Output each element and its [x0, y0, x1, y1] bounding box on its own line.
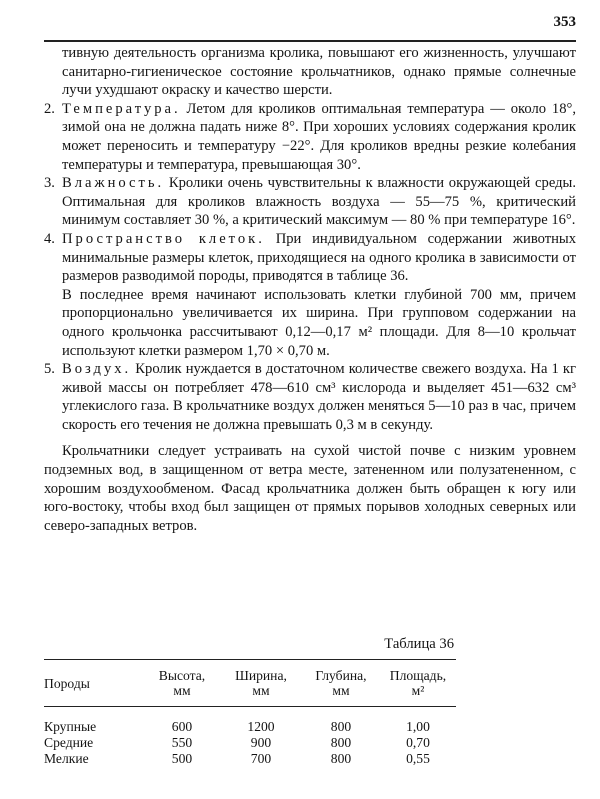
table-row: [44, 751, 456, 767]
item-number: 2.: [44, 100, 55, 117]
item-text: [62, 360, 576, 434]
page-number: 353: [553, 14, 576, 30]
item-term: Воздух.: [62, 361, 132, 378]
list-item: [44, 100, 576, 174]
list-item: [44, 174, 576, 230]
item-term: Влажность.: [62, 175, 165, 192]
table-header-cell: Ширина, мм: [235, 668, 287, 698]
item-description: Летом для кроликов оптимальная температура — около 18°, зимой она не должна падать ниже 8°. При хороших условиях содержания кролик может переносить и температуру −22°. Для кроликов вредны резкие колебания температуры и температура, превышающая 30°.: [62, 100, 576, 173]
table-header-row: [44, 660, 456, 706]
item-text: [62, 100, 576, 174]
item-number: 3.: [44, 175, 55, 192]
table-cell: Средние: [44, 735, 94, 750]
table-cell: 800: [330, 719, 352, 734]
table-row: [44, 719, 456, 735]
table-cell: 600: [171, 719, 193, 734]
item-term: Температура.: [62, 100, 181, 117]
table-header-cell: Высота, мм: [158, 668, 206, 698]
table-cell: Мелкие: [44, 751, 89, 766]
lead-paragraph: тивную деятельность организма кролика, повышают его жизненность, улучшают санитарно-гигиеническое состояние крольчатников, однако прямые солнечные лучи ухудшают окраску и качество шерсти.: [62, 45, 576, 99]
table-row: [44, 735, 456, 751]
closing-paragraph: Крольчатники следует устраивать на сухой чистой почве с низким уровнем подземных вод, в защищенном от ветра месте, затененном или полузатененном, с хорошим воздухообменом. Фасад крольчатника должен быть обращен к югу или юго-востоку, чтобы вход был защищен от прямых порывов холодных северных или северо-западных ветров.: [44, 443, 576, 534]
list-item: [44, 360, 576, 434]
item-text: [62, 230, 576, 286]
item-extra-paragraph: В последнее время начинают использовать клетки глубиной 700 мм, причем пропорционально увеличивается их ширина. При групповом содержании на одного крольчонка рассчитывают 0,12—0,17 м² площади. Для 8—10 крольчат используют клетки размером 1,70 × 0,70 м.: [62, 286, 576, 359]
header-rule: [44, 40, 576, 42]
item-number: 4.: [44, 230, 55, 247]
table-header-cell: Площадь, м²: [389, 668, 447, 698]
item-term: Пространство клеток.: [62, 230, 265, 247]
table-cell: 0,70: [406, 735, 430, 750]
data-table: [44, 659, 456, 767]
page-body: [44, 44, 576, 535]
table-cell: 800: [330, 735, 352, 750]
table-cell: Крупные: [44, 719, 97, 734]
item-description: Кролики очень чувствительны к влажности окружающей среды. Оптимальная для кроликов влажность воздуха — 55—75 %, критический минимум составляет 30 %, а критический максимум — 80 % при температуре 16°.: [62, 175, 576, 229]
table-cell: 1,00: [406, 719, 430, 734]
item-description: Кролик нуждается в достаточном количестве свежего воздуха. На 1 кг живой массы он потребляет 478—610 см³ кислорода и выделяет 451—632 см³ углекислого газа. В крольчатнике воздух должен меняться 5—10 раз в час, причем скорость его течения не должна превышать 0,3 м в секунду.: [62, 361, 576, 433]
table-cell: 900: [250, 735, 272, 750]
item-text: [62, 174, 576, 230]
table-cell: 500: [171, 751, 193, 766]
table-caption: Таблица 36: [384, 636, 454, 652]
table-cell: 550: [171, 735, 193, 750]
table-cell: 700: [250, 751, 272, 766]
table-cell: 0,55: [406, 751, 430, 766]
table-header-cell: Глубина, мм: [315, 668, 367, 698]
item-number: 5.: [44, 361, 55, 378]
table-body: [44, 707, 456, 767]
table-cell: 800: [330, 751, 352, 766]
table-cell: 1200: [247, 719, 275, 734]
item-description: При индивидуальном содержании животных минимальные размеры клеток, приходящиеся на одного кролика в зависимости от размеров разводимой породы, приводятся в таблице 36.: [62, 230, 577, 285]
list-item: [44, 230, 576, 360]
table-header-cell: Породы: [44, 675, 90, 691]
